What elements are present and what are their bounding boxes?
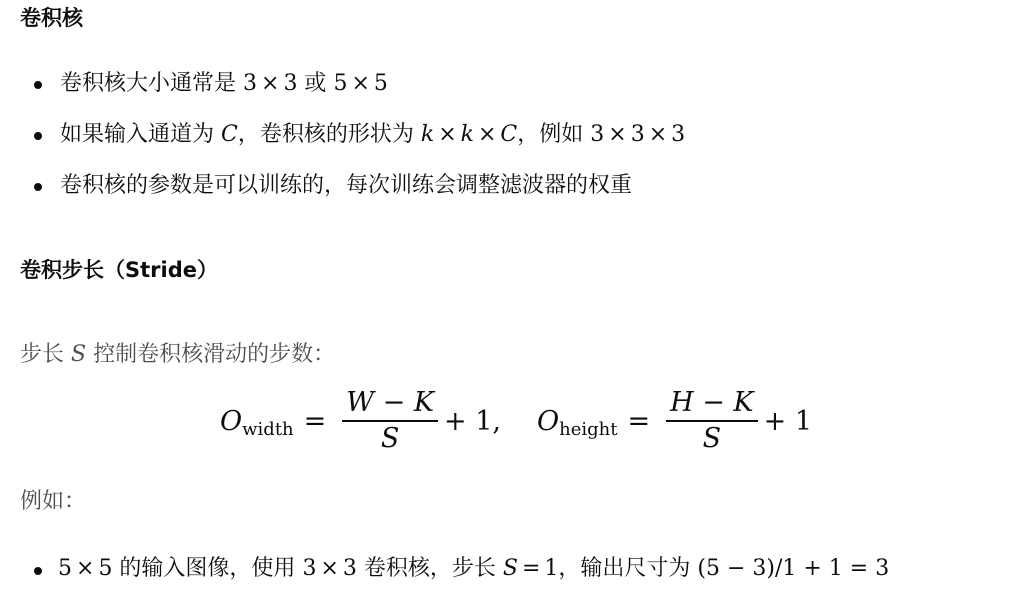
math-number: 5 (373, 71, 388, 96)
stride-intro (20, 344, 335, 366)
formula-subscript: width (242, 418, 294, 440)
math-operator: × (648, 122, 668, 147)
math-number: 5 (333, 71, 348, 96)
math-variable: S (71, 342, 87, 367)
list-item-text: 的输入图像，使用 (112, 556, 303, 581)
fraction-numerator: H − K (670, 386, 754, 418)
list-item-text: 卷积核大小通常是 (60, 71, 243, 96)
math-number: 3 (342, 556, 357, 581)
math-variable: S (502, 556, 518, 581)
bullet-dot (34, 81, 42, 89)
fraction-denominator: S (702, 423, 722, 454)
math-number: 3 (302, 556, 317, 581)
output-size-formula (220, 382, 812, 460)
list-item-text: ，输出尺寸为 (558, 556, 698, 581)
section-title-stride: 卷积步长（Stride） (20, 258, 218, 282)
formula-plus-one: + 1 (763, 405, 812, 437)
math-number: 3 (243, 71, 257, 96)
bullet-dot (34, 567, 42, 575)
list-item-kernel-size (60, 73, 388, 95)
list-item-kernel-shape (60, 124, 685, 146)
formula-equals: = (627, 405, 651, 437)
list-item-kernel-params: 卷积核的参数是可以训练的，每次训练会调整滤波器的权重 (60, 173, 633, 198)
example-label: 例如： (20, 489, 87, 514)
formula-fraction (342, 386, 438, 454)
formula-output-var: O (536, 405, 560, 437)
list-item-text: ，例如 (517, 122, 591, 147)
math-number: 5 (98, 556, 113, 581)
math-variable: k (420, 122, 435, 147)
math-number: 3 (590, 122, 605, 147)
math-operator: × (477, 122, 497, 147)
list-item-text: 如果输入通道为 (60, 122, 221, 147)
formula-output-var: O (220, 405, 243, 437)
intro-text: 控制卷积核滑动的步数： (86, 342, 336, 367)
math-variable: C (500, 122, 518, 147)
math-operator: × (608, 122, 627, 147)
math-operator: × (351, 71, 370, 96)
math-operator: × (320, 556, 339, 581)
list-item-text: 或 (297, 71, 334, 96)
bullet-dot (34, 132, 42, 140)
intro-text: 步长 (20, 342, 71, 367)
math-operator: = (521, 556, 541, 581)
math-operator: × (76, 556, 95, 581)
math-expression: (5 − 3)/1 + 1 = 3 (697, 556, 890, 581)
math-number: 3 (671, 122, 686, 147)
bullet-dot (34, 183, 42, 191)
fraction-denominator: S (380, 423, 400, 454)
section-title-kernel: 卷积核 (20, 6, 83, 30)
list-item-text: 卷积核，步长 (356, 556, 503, 581)
formula-equals: = (303, 405, 327, 437)
list-item-example (58, 558, 889, 580)
math-number: 3 (630, 122, 645, 147)
math-operator: × (261, 71, 280, 96)
formula-subscript: height (559, 418, 618, 440)
math-operator: × (438, 122, 457, 147)
formula-plus-one: + 1, (444, 405, 501, 437)
math-number: 1 (544, 556, 559, 581)
math-variable: k (460, 122, 474, 147)
formula-fraction (666, 386, 758, 454)
math-variable: C (221, 122, 238, 147)
list-item-text: ，卷积核的形状为 (237, 122, 421, 147)
fraction-numerator: W − K (346, 386, 434, 418)
math-number: 3 (283, 71, 298, 96)
math-number: 5 (58, 556, 72, 581)
